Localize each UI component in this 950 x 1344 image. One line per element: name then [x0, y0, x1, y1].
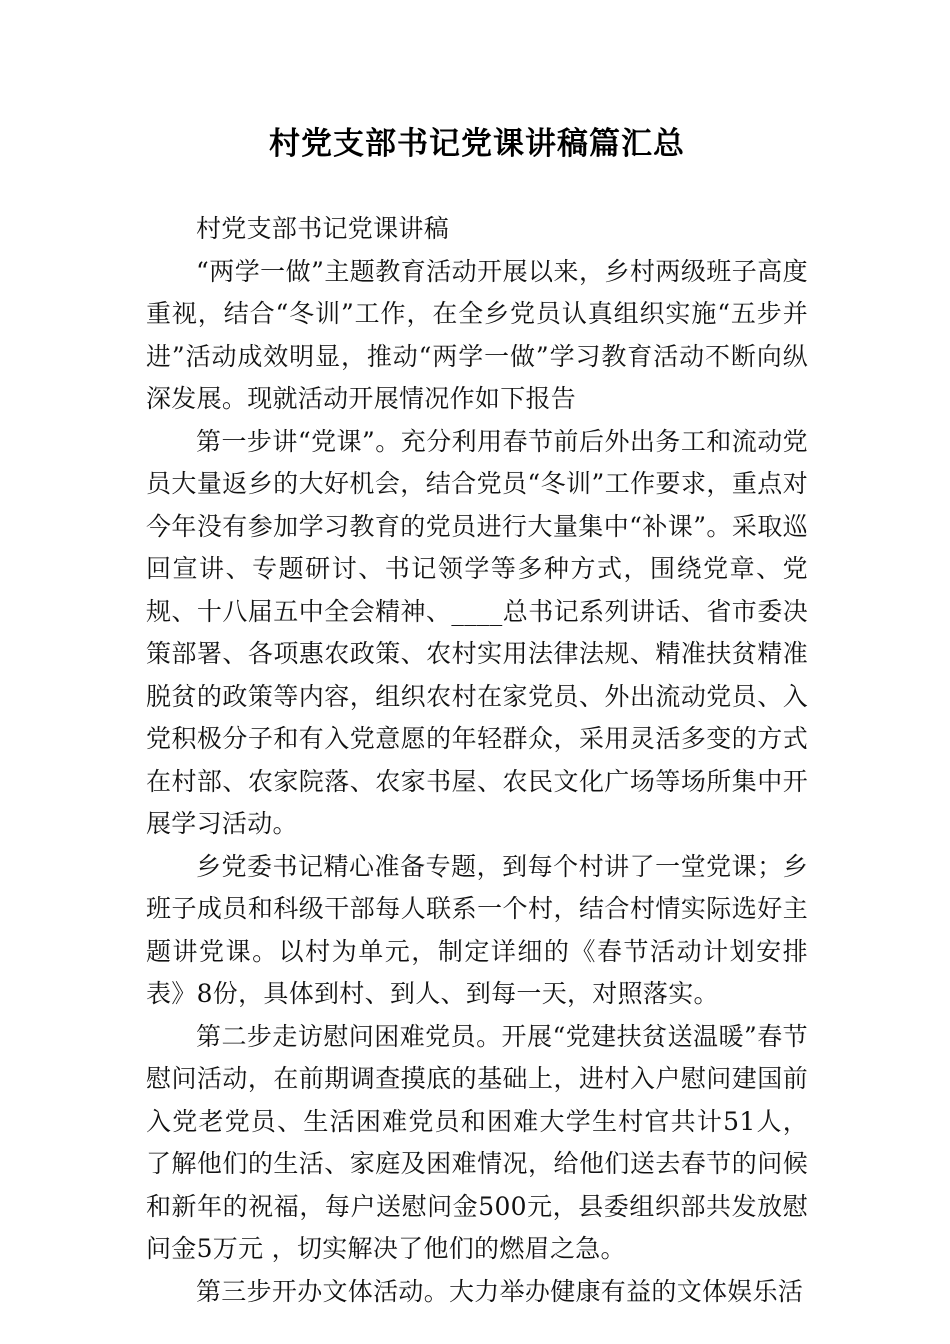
paragraph-subtitle: 村党支部书记党课讲稿 [196, 214, 450, 243]
document-title: 村党支部书记党课讲稿篇汇总 [269, 126, 685, 162]
paragraph-intro: “两学一做”主题教育活动开展以来，乡村两级班子高度重视，结合“冬训”工作，在全乡党员认真组织实施“五步并进”活动成效明显，推动“两学一做”学习教育活动不断向纵深发展。现就活动开展情况作如下报告 [146, 256, 808, 413]
paragraph-step-two: 第二步走访慰问困难党员。开展“党建扶贫送温暖”春节慰问活动，在前期调查摸底的基础上，进村入户慰问建国前入党老党员、生活困难党员和困难大学生村官共计51人，了解他们的生活、家庭及困难情况，给他们送去春节的问候和新年的祝福，每户送慰问金500元，县委组织部共发放慰问金5万元 ，切实解决了他们的燃眉之急。 [146, 1021, 808, 1263]
paragraph-step-one: 第一步讲“党课”。充分利用春节前后外出务工和流动党员大量返乡的大好机会，结合党员“冬训”工作要求，重点对今年没有参加学习教育的党员进行大量集中“补课”。采取巡回宣讲、专题研讨、书记领学等多种方式，围绕党章、党规、十八届五中全会精神、____总书记系列讲话、省市委决策部署、各项惠农政策、农村实用法律法规、精准扶贫精准脱贫的政策等内容，组织农村在家党员、外出流动党员、入党积极分子和有入党意愿的年轻群众，采用灵活多变的方式在村部、农家院落、农家书屋、农民文化广场等场所集中开展学习活动。 [146, 426, 808, 838]
paragraph-step-three: 第三步开办文体活动。大力举办健康有益的文体娱乐活 [196, 1276, 804, 1306]
paragraph-party-secretary: 乡党委书记精心准备专题，到每个村讲了一堂党课；乡班子成员和科级干部每人联系一个村，结合村情实际选好主题讲党课。以村为单元，制定详细的《春节活动计划安排表》8份，具体到村、到人、到每一天，对照落实。 [146, 851, 808, 1008]
